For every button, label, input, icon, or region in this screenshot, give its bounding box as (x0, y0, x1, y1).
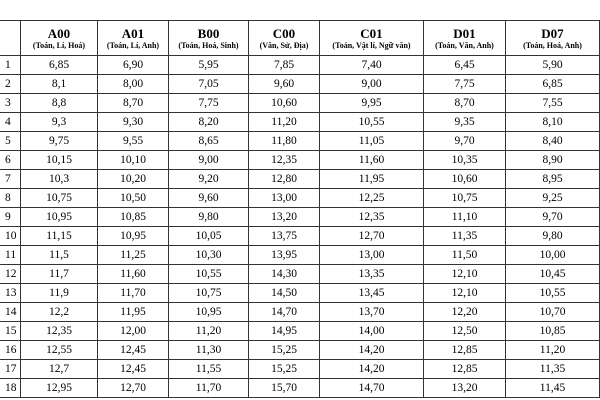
score-cell: 12,70 (98, 379, 169, 398)
score-cell: 13,70 (320, 303, 424, 322)
table-body (0, 56, 600, 398)
score-cell: 14,30 (249, 265, 320, 284)
score-cell: 11,7 (21, 265, 98, 284)
table-row (0, 132, 600, 151)
table-row (0, 284, 600, 303)
column-code: A01 (121, 25, 145, 41)
rank-cell: 18 (0, 379, 21, 398)
score-cell: 12,2 (21, 303, 98, 322)
column-code: B00 (197, 25, 220, 41)
rank-cell: 3 (0, 94, 21, 113)
header-cell-a00 (21, 21, 98, 56)
score-cell: 10,95 (21, 208, 98, 227)
score-cell: 10,95 (169, 303, 249, 322)
score-cell: 9,60 (249, 75, 320, 94)
rank-cell: 7 (0, 170, 21, 189)
score-cell: 11,20 (506, 341, 600, 360)
header-cell-b00 (169, 21, 249, 56)
score-cell: 12,45 (98, 341, 169, 360)
score-cell: 7,85 (249, 56, 320, 75)
score-cell: 5,95 (169, 56, 249, 75)
score-cell: 6,45 (424, 56, 506, 75)
column-subjects: (Toán, Vật lí, Ngữ văn) (332, 40, 411, 50)
score-cell: 5,90 (506, 56, 600, 75)
header-cell-a01 (98, 21, 169, 56)
column-code: D01 (453, 25, 476, 41)
score-cell: 10,00 (506, 246, 600, 265)
score-cell: 9,35 (424, 113, 506, 132)
rank-cell: 5 (0, 132, 21, 151)
score-cell: 10,45 (506, 265, 600, 284)
score-cell: 11,95 (98, 303, 169, 322)
score-cell: 12,25 (320, 189, 424, 208)
rank-cell: 17 (0, 360, 21, 379)
score-cell: 7,75 (424, 75, 506, 94)
score-cell: 12,55 (21, 341, 98, 360)
score-cell: 13,20 (249, 208, 320, 227)
score-cell: 12,80 (249, 170, 320, 189)
score-cell: 12,95 (21, 379, 98, 398)
score-cell: 9,30 (98, 113, 169, 132)
rank-cell: 6 (0, 151, 21, 170)
rank-cell: 12 (0, 265, 21, 284)
score-cell: 11,50 (424, 246, 506, 265)
score-cell: 11,60 (98, 265, 169, 284)
score-cell: 7,75 (169, 94, 249, 113)
score-cell: 13,45 (320, 284, 424, 303)
score-cell: 12,10 (424, 284, 506, 303)
score-cell: 9,25 (506, 189, 600, 208)
score-cell: 9,80 (506, 227, 600, 246)
score-cell: 11,70 (169, 379, 249, 398)
score-cell: 10,55 (506, 284, 600, 303)
score-cell: 10,75 (21, 189, 98, 208)
score-cell: 10,60 (249, 94, 320, 113)
column-subjects: (Toán, Hoá, Sinh) (178, 40, 239, 50)
rank-cell: 10 (0, 227, 21, 246)
score-cell: 9,55 (98, 132, 169, 151)
score-cell: 11,10 (424, 208, 506, 227)
score-cell: 14,50 (249, 284, 320, 303)
score-cell: 13,95 (249, 246, 320, 265)
score-cell: 11,95 (320, 170, 424, 189)
rank-cell: 2 (0, 75, 21, 94)
score-cell: 12,35 (21, 322, 98, 341)
table-row (0, 208, 600, 227)
rank-cell: 15 (0, 322, 21, 341)
score-cell: 9,70 (506, 208, 600, 227)
rank-cell: 9 (0, 208, 21, 227)
score-cell: 10,60 (424, 170, 506, 189)
score-cell: 12,7 (21, 360, 98, 379)
table-row (0, 322, 600, 341)
column-subjects: (Toán, Văn, Anh) (435, 40, 494, 50)
score-cell: 7,05 (169, 75, 249, 94)
column-code: D07 (541, 25, 564, 41)
score-cell: 8,70 (424, 94, 506, 113)
column-subjects: (Toán, Lí, Hoá) (32, 40, 86, 50)
score-cell: 6,85 (21, 56, 98, 75)
score-cell: 11,35 (506, 360, 600, 379)
score-cell: 11,5 (21, 246, 98, 265)
score-cell: 8,70 (98, 94, 169, 113)
table-row (0, 113, 600, 132)
score-cell: 10,10 (98, 151, 169, 170)
header-row (0, 21, 600, 56)
table-row (0, 170, 600, 189)
score-cell: 11,70 (98, 284, 169, 303)
column-subjects: (Toán, Hoá, Anh) (523, 40, 582, 50)
header-cell-d07 (506, 21, 600, 56)
score-cell: 8,10 (506, 113, 600, 132)
score-cell: 10,95 (98, 227, 169, 246)
score-cell: 9,60 (169, 189, 249, 208)
rank-cell: 16 (0, 341, 21, 360)
rank-cell: 1 (0, 56, 21, 75)
score-cell: 10,70 (506, 303, 600, 322)
table-row (0, 189, 600, 208)
rank-cell: 11 (0, 246, 21, 265)
rank-cell: 14 (0, 303, 21, 322)
score-cell: 9,3 (21, 113, 98, 132)
score-cell: 14,20 (320, 360, 424, 379)
score-cell: 6,90 (98, 56, 169, 75)
score-cell: 11,45 (506, 379, 600, 398)
score-cell: 13,00 (320, 246, 424, 265)
score-cell: 12,00 (98, 322, 169, 341)
score-cell: 13,00 (249, 189, 320, 208)
score-cell: 10,35 (424, 151, 506, 170)
score-table (0, 20, 600, 398)
score-cell: 8,8 (21, 94, 98, 113)
score-cell: 12,85 (424, 360, 506, 379)
score-cell: 9,20 (169, 170, 249, 189)
table-row (0, 360, 600, 379)
score-cell: 9,75 (21, 132, 98, 151)
rank-cell: 13 (0, 284, 21, 303)
score-cell: 14,00 (320, 322, 424, 341)
column-code: C01 (360, 25, 383, 41)
header-cell-d01 (424, 21, 506, 56)
score-cell: 12,35 (249, 151, 320, 170)
score-cell: 10,55 (320, 113, 424, 132)
score-cell: 9,80 (169, 208, 249, 227)
score-cell: 9,95 (320, 94, 424, 113)
score-cell: 12,10 (424, 265, 506, 284)
rank-cell: 4 (0, 113, 21, 132)
score-cell: 11,30 (169, 341, 249, 360)
score-cell: 13,75 (249, 227, 320, 246)
table-row (0, 246, 600, 265)
score-cell: 12,20 (424, 303, 506, 322)
score-cell: 14,70 (249, 303, 320, 322)
table-header (0, 21, 600, 56)
score-cell: 15,25 (249, 341, 320, 360)
score-cell: 10,20 (98, 170, 169, 189)
score-cell: 10,50 (98, 189, 169, 208)
table-row (0, 94, 600, 113)
score-cell: 14,95 (249, 322, 320, 341)
table-row (0, 75, 600, 94)
score-cell: 10,55 (169, 265, 249, 284)
score-cell: 10,3 (21, 170, 98, 189)
score-cell: 11,80 (249, 132, 320, 151)
score-cell: 11,05 (320, 132, 424, 151)
score-cell: 8,95 (506, 170, 600, 189)
score-cell: 11,20 (249, 113, 320, 132)
score-cell: 8,40 (506, 132, 600, 151)
score-cell: 12,35 (320, 208, 424, 227)
score-cell: 10,75 (169, 284, 249, 303)
column-code: A00 (47, 25, 71, 41)
score-cell: 10,05 (169, 227, 249, 246)
score-cell: 14,70 (320, 379, 424, 398)
score-cell: 15,25 (249, 360, 320, 379)
score-cell: 10,15 (21, 151, 98, 170)
score-cell: 10,75 (424, 189, 506, 208)
header-cell-rank (0, 21, 21, 56)
score-cell: 8,00 (98, 75, 169, 94)
score-cell: 11,9 (21, 284, 98, 303)
rank-cell: 8 (0, 189, 21, 208)
table-row (0, 56, 600, 75)
score-cell: 10,30 (169, 246, 249, 265)
score-cell: 9,00 (320, 75, 424, 94)
score-cell: 10,85 (506, 322, 600, 341)
score-cell: 14,20 (320, 341, 424, 360)
score-cell: 11,60 (320, 151, 424, 170)
score-cell: 9,00 (169, 151, 249, 170)
score-cell: 11,55 (169, 360, 249, 379)
score-cell: 13,20 (424, 379, 506, 398)
score-cell: 12,45 (98, 360, 169, 379)
score-cell: 15,70 (249, 379, 320, 398)
score-cell: 12,70 (320, 227, 424, 246)
score-cell: 13,35 (320, 265, 424, 284)
score-cell: 8,20 (169, 113, 249, 132)
score-cell: 11,35 (424, 227, 506, 246)
column-subjects: (Toán, Lí, Anh) (106, 40, 160, 50)
table-row (0, 379, 600, 398)
score-cell: 12,85 (424, 341, 506, 360)
table-row (0, 341, 600, 360)
score-cell: 9,70 (424, 132, 506, 151)
score-cell: 7,55 (506, 94, 600, 113)
score-cell: 8,90 (506, 151, 600, 170)
score-cell: 11,15 (21, 227, 98, 246)
score-cell: 6,85 (506, 75, 600, 94)
score-cell: 10,85 (98, 208, 169, 227)
score-cell: 11,25 (98, 246, 169, 265)
header-cell-c01 (320, 21, 424, 56)
column-code: C00 (272, 25, 296, 41)
table-row (0, 303, 600, 322)
score-cell: 11,20 (169, 322, 249, 341)
column-subjects: (Văn, Sử, Địa) (259, 40, 309, 50)
score-cell: 8,65 (169, 132, 249, 151)
score-cell: 7,40 (320, 56, 424, 75)
table-row (0, 151, 600, 170)
table-row (0, 227, 600, 246)
score-cell: 8,1 (21, 75, 98, 94)
score-cell: 12,50 (424, 322, 506, 341)
table-row (0, 265, 600, 284)
header-cell-c00 (249, 21, 320, 56)
